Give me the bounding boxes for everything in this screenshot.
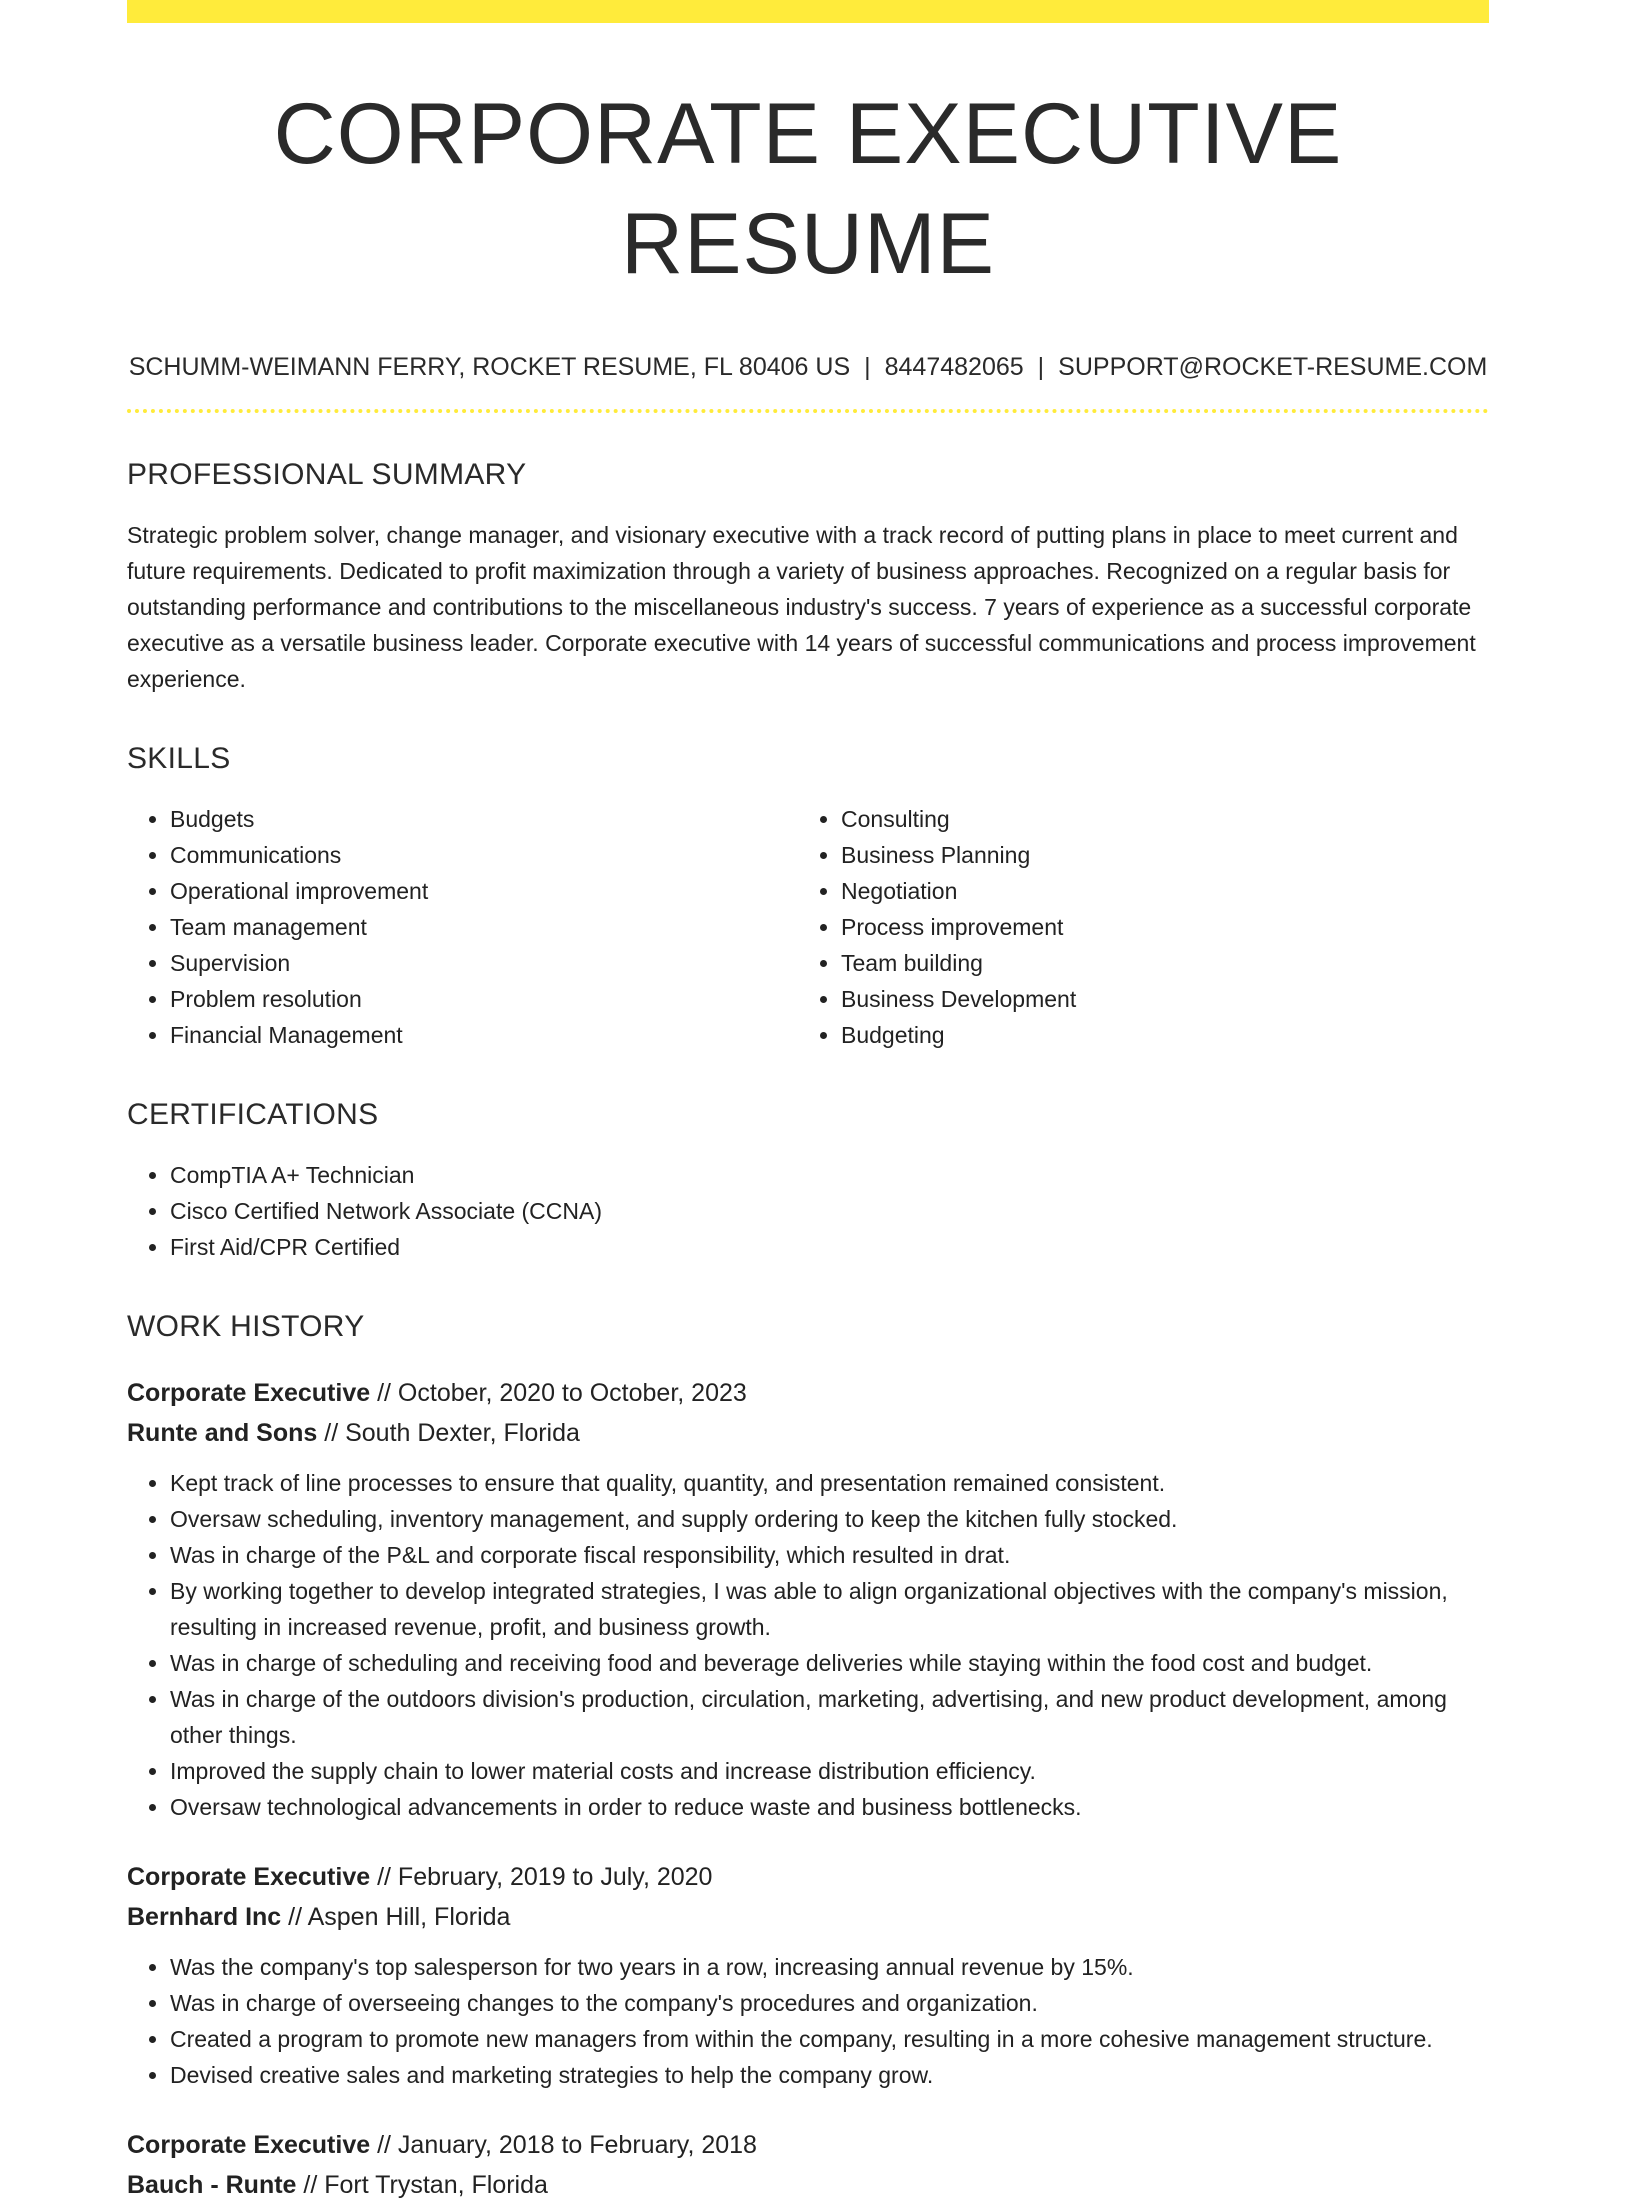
skill-item: • Problem resolution: [170, 981, 798, 1017]
job-bullet: • Was in charge of scheduling and receiving food and beverage deliveries while staying within the food cost and budget.: [170, 1645, 1489, 1681]
contact-separator: |: [864, 353, 871, 381]
summary-text: Strategic problem solver, change manager, and visionary executive with a track record of putting plans in place to meet current and future requirements. Dedicated to profit maximization through a variety of business approaches. Recognized on a regular basis for outstanding performance and contributions to the miscellaneous industry's success. 7 years of experience as a successful corporate executive as a versatile business leader. Corporate executive with 14 years of successful communications and process improvement experience.: [127, 522, 1476, 692]
skill-item: • Negotiation: [841, 873, 1469, 909]
job-dates: // October, 2020 to October, 2023: [370, 1379, 747, 1407]
contact-phone: 8447482065: [884, 353, 1024, 381]
job-bullet: • Was in charge of overseeing changes to the company's procedures and organization.: [170, 1985, 1489, 2021]
summary-heading: PROFESSIONAL SUMMARY: [127, 458, 527, 491]
job-bullets: [127, 1949, 1489, 2093]
job-bullet: • Oversaw scheduling, inventory management, and supply ordering to keep the kitchen fully stocked.: [170, 1501, 1489, 1537]
job-company: Bauch - Runte: [127, 2171, 297, 2199]
skill-item: • Communications: [170, 837, 798, 873]
skills-list-left: [127, 801, 798, 1053]
job-bullet: • Oversaw technological advancements in order to reduce waste and business bottlenecks.: [170, 1789, 1489, 1825]
job-company: Bernhard Inc: [127, 1903, 282, 1931]
work-history-heading: WORK HISTORY: [127, 1310, 365, 1343]
resume-content: [127, 23, 1489, 2205]
skill-item: • Business Development: [841, 981, 1469, 1017]
job-dates: // February, 2019 to July, 2020: [370, 1863, 713, 1891]
job-company-line: [127, 1413, 1489, 1453]
job-bullet: • Was in charge of the P&L and corporate fiscal responsibility, which resulted in drat.: [170, 1537, 1489, 1573]
job-bullet: • Kept track of line processes to ensure that quality, quantity, and presentation remained consistent.: [170, 1465, 1489, 1501]
job-bullet: • Was the company's top salesperson for two years in a row, increasing annual revenue by 15%.: [170, 1949, 1489, 1985]
job-location: // Aspen Hill, Florida: [281, 1903, 511, 1931]
job-bullets: [127, 1465, 1489, 1825]
skill-item: • Financial Management: [170, 1017, 798, 1053]
job-location: // Fort Trystan, Florida: [296, 2171, 548, 2199]
dotted-divider: [127, 409, 1489, 413]
job-bullet: • Devised creative sales and marketing strategies to help the company grow.: [170, 2057, 1489, 2093]
skill-item: • Budgeting: [841, 1017, 1469, 1053]
page-title: CORPORATE EXECUTIVE RESUME: [273, 86, 1343, 292]
skill-item: • Process improvement: [841, 909, 1469, 945]
certifications-heading: CERTIFICATIONS: [127, 1098, 379, 1131]
certification-item: • Cisco Certified Network Associate (CCNA): [170, 1193, 1489, 1229]
skill-item: • Team management: [170, 909, 798, 945]
job-bullet: • By working together to develop integrated strategies, I was able to align organizational objectives with the company's mission, resulting in increased revenue, profit, and business growth.: [170, 1573, 1489, 1645]
job-entry: [127, 1373, 1489, 1825]
job-title: Corporate Executive: [127, 1863, 371, 1891]
skills-heading: SKILLS: [127, 742, 231, 775]
job-bullet: • Created a program to promote new managers from within the company, resulting in a more cohesive management structure.: [170, 2021, 1489, 2057]
job-entry: [127, 2125, 1489, 2205]
certifications-list: [127, 1157, 1489, 1265]
job-title-line: [127, 1857, 1489, 1897]
certification-item: • First Aid/CPR Certified: [170, 1229, 1489, 1265]
accent-top-bar: [127, 0, 1489, 23]
certification-item: • CompTIA A+ Technician: [170, 1157, 1489, 1193]
skill-item: • Consulting: [841, 801, 1469, 837]
contact-email: SUPPORT@ROCKET-RESUME.COM: [1058, 353, 1488, 381]
contact-separator: |: [1037, 353, 1045, 381]
skill-item: • Supervision: [170, 945, 798, 981]
job-dates: // January, 2018 to February, 2018: [370, 2131, 757, 2159]
job-bullet: • Improved the supply chain to lower material costs and increase distribution efficiency.: [170, 1753, 1489, 1789]
contact-address: SCHUMM-WEIMANN FERRY, ROCKET RESUME, FL 80406 US: [128, 353, 851, 381]
job-location: // South Dexter, Florida: [317, 1419, 580, 1447]
skill-item: • Business Planning: [841, 837, 1469, 873]
job-company-line: [127, 2165, 1489, 2205]
skill-item: • Budgets: [170, 801, 798, 837]
job-entry: [127, 1857, 1489, 2093]
skill-item: • Operational improvement: [170, 873, 798, 909]
job-title-line: [127, 1373, 1489, 1413]
contact-line: [127, 351, 1489, 383]
job-company-line: [127, 1897, 1489, 1937]
skill-item: • Team building: [841, 945, 1469, 981]
job-title-line: [127, 2125, 1489, 2165]
skills-columns: [127, 801, 1489, 1053]
skills-list-right: [798, 801, 1469, 1053]
job-company: Runte and Sons: [127, 1419, 318, 1447]
job-title: Corporate Executive: [127, 1379, 371, 1407]
job-title: Corporate Executive: [127, 2131, 371, 2159]
job-bullet: • Was in charge of the outdoors division's production, circulation, marketing, advertising, and new product development, among other things.: [170, 1681, 1489, 1753]
